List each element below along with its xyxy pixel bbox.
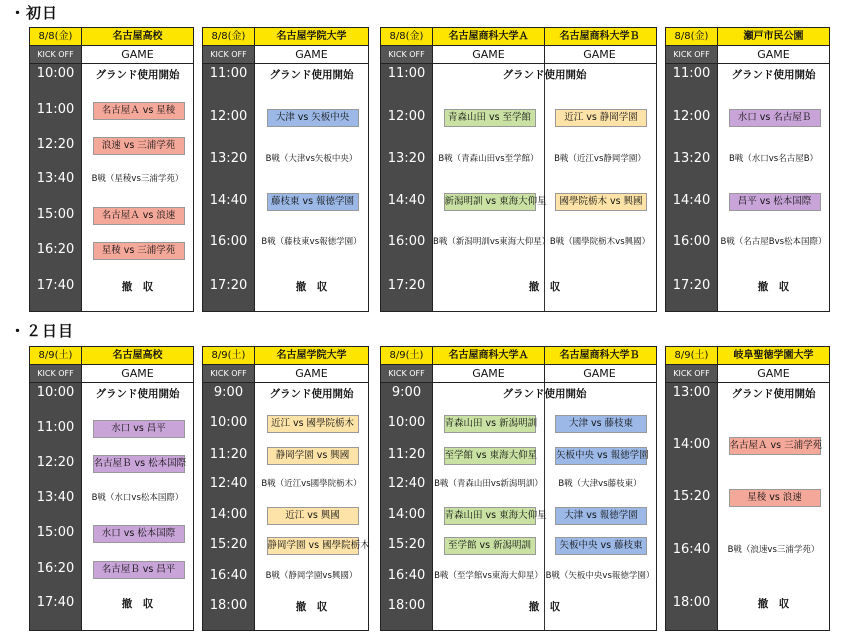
venue-divider: [544, 383, 545, 630]
match-chip: 水口 vs 昌平: [93, 420, 185, 438]
panel-subheader: [30, 365, 193, 383]
kickoff-time: 17:20: [387, 278, 426, 293]
match-chip: 名古屋Ｂ vs 昌平: [93, 561, 185, 579]
status-text: グランド使用開始: [502, 69, 587, 81]
match-chip: 浪速 vs 三浦学苑: [93, 137, 185, 155]
schedule-panel: [665, 346, 830, 631]
b-match-text: B戦（矢板中央vs報徳学園）: [545, 571, 655, 581]
panel-subheader: [30, 46, 193, 64]
match-chip: 名古屋Ｂ vs 松本国際: [93, 455, 185, 473]
day1-title: ・初日: [10, 4, 59, 22]
status-text: グランド使用開始: [269, 388, 354, 400]
kickoff-time: 14:00: [387, 507, 426, 522]
kickoff-time: 13:20: [672, 151, 711, 166]
panel-subheader: [666, 46, 829, 64]
date-label: 8/8(金): [381, 28, 433, 45]
status-text: グランド使用開始: [95, 69, 180, 81]
b-match-text: B戦（青森山田vs至学館）: [438, 154, 539, 164]
kickoff-column: [666, 383, 718, 630]
kickoff-time: 13:20: [387, 151, 426, 166]
schedule-panel: [665, 27, 830, 312]
kickoff-label: KICK OFF: [666, 46, 718, 63]
status-text: 撤 収: [528, 601, 561, 613]
date-label: 8/9(土): [381, 347, 433, 364]
kickoff-time: 12:40: [387, 476, 426, 491]
b-match-text: B戦（水口vs松本国際）: [91, 493, 184, 503]
kickoff-time: 11:00: [209, 66, 248, 81]
schedule-panel: [202, 27, 369, 312]
match-chip: 星稜 vs 三浦学苑: [93, 242, 185, 260]
match-chip: 名古屋Ａ vs 星稜: [93, 102, 185, 120]
venue-label: 名古屋商科大学Ａ: [448, 31, 529, 42]
match-chip: 大津 vs 矢板中央: [267, 109, 359, 127]
match-chip: 藤枝東 vs 報徳学園: [267, 193, 359, 211]
kickoff-time: 15:20: [209, 537, 248, 552]
game-label: GAME: [295, 367, 328, 380]
kickoff-label: KICK OFF: [203, 365, 255, 382]
game-label: GAME: [757, 48, 790, 61]
match-chip: 水口 vs 名古屋Ｂ: [729, 109, 821, 127]
game-label: GAME: [583, 48, 616, 61]
kickoff-column: [666, 64, 718, 311]
kickoff-time: 9:00: [391, 385, 422, 400]
kickoff-time: 12:00: [387, 109, 426, 124]
b-match-text: B戦（大津vs矢板中央）: [265, 154, 358, 164]
b-match-text: B戦（近江vs静岡学園）: [554, 154, 646, 164]
status-text: 撤 収: [295, 601, 328, 613]
match-chip: 矢板中央 vs 報徳学園: [555, 447, 647, 465]
match-chip: 名古屋Ａ vs 三浦学苑: [729, 437, 821, 455]
kickoff-time: 11:00: [672, 66, 711, 81]
kickoff-time: 14:00: [209, 507, 248, 522]
kickoff-time: 13:40: [36, 171, 75, 186]
panel-subheader: [203, 365, 368, 383]
status-text: 撤 収: [757, 598, 790, 610]
match-chip: 新潟明訓 vs 東海大仰星: [444, 193, 536, 211]
panel-subheader: [381, 46, 656, 64]
match-chip: 大津 vs 藤枝東: [555, 415, 647, 433]
panel-header: [666, 347, 829, 365]
match-chip: 至学館 vs 新潟明訓: [444, 537, 536, 555]
game-label: GAME: [121, 48, 154, 61]
schedule-panel: [202, 346, 369, 631]
b-match-text: B戦（至学館vs東海大仰星）: [434, 571, 543, 581]
kickoff-label: KICK OFF: [381, 46, 433, 63]
kickoff-label: KICK OFF: [30, 365, 82, 382]
kickoff-time: 10:00: [209, 415, 248, 430]
kickoff-time: 13:00: [672, 385, 711, 400]
kickoff-time: 14:40: [672, 193, 711, 208]
game-label: GAME: [121, 367, 154, 380]
kickoff-time: 16:40: [209, 568, 248, 583]
match-chip: 青森山田 vs 至学館: [444, 109, 536, 127]
panel-header: [30, 347, 193, 365]
date-label: 8/8(金): [666, 28, 718, 45]
venue-label: 名古屋高校: [112, 31, 163, 42]
kickoff-time: 11:00: [36, 420, 75, 435]
kickoff-label: KICK OFF: [203, 46, 255, 63]
schedule-panel: [380, 27, 657, 312]
kickoff-time: 16:00: [209, 234, 248, 249]
date-label: 8/8(金): [30, 28, 82, 45]
kickoff-time: 17:20: [672, 278, 711, 293]
date-label: 8/9(土): [203, 347, 255, 364]
game-label: GAME: [295, 48, 328, 61]
status-text: 撤 収: [121, 281, 154, 293]
kickoff-time: 9:00: [213, 385, 244, 400]
status-text: グランド使用開始: [269, 69, 354, 81]
game-label: GAME: [472, 367, 505, 380]
schedule-panel: [29, 346, 194, 631]
kickoff-time: 17:40: [36, 595, 75, 610]
panel-header: [30, 28, 193, 46]
kickoff-time: 17:20: [209, 278, 248, 293]
match-chip: 昌平 vs 松本国際: [729, 193, 821, 211]
kickoff-time: 14:00: [672, 437, 711, 452]
kickoff-time: 16:20: [36, 242, 75, 257]
venue-label: 岐阜聖徳学園大学: [733, 350, 814, 361]
kickoff-time: 12:20: [36, 455, 75, 470]
b-match-text: B戦（青森山田vs新潟明訓）: [434, 479, 543, 489]
kickoff-time: 17:40: [36, 278, 75, 293]
day2-title: ・２日目: [10, 322, 75, 340]
kickoff-time: 15:00: [36, 207, 75, 222]
kickoff-time: 11:00: [387, 66, 426, 81]
status-text: 撤 収: [528, 281, 561, 293]
match-chip: 近江 vs 静岡学園: [555, 109, 647, 127]
status-text: グランド使用開始: [731, 69, 816, 81]
date-label: 8/8(金): [203, 28, 255, 45]
venue-label: 名古屋学院大学: [276, 350, 347, 361]
b-match-text: B戦（静岡学園vs興國）: [265, 571, 358, 581]
kickoff-time: 18:00: [672, 595, 711, 610]
date-label: 8/9(土): [30, 347, 82, 364]
venue-label: 瀬戸市民公園: [743, 31, 804, 42]
status-text: 撤 収: [121, 598, 154, 610]
b-match-text: B戦（星稜vs三浦学苑）: [91, 174, 184, 184]
date-label: 8/9(土): [666, 347, 718, 364]
b-match-text: B戦（新潟明訓vs東海大仰星）: [433, 237, 551, 247]
status-text: 撤 収: [295, 281, 328, 293]
schedule-panel: [29, 27, 194, 312]
kickoff-label: KICK OFF: [666, 365, 718, 382]
match-chip: 矢板中央 vs 藤枝東: [555, 537, 647, 555]
match-chip: 青森山田 vs 新潟明訓: [444, 415, 536, 433]
kickoff-column: [381, 64, 433, 311]
kickoff-time: 14:40: [209, 193, 248, 208]
panel-subheader: [666, 365, 829, 383]
kickoff-column: [203, 64, 255, 311]
kickoff-time: 16:40: [387, 568, 426, 583]
kickoff-time: 15:00: [36, 525, 75, 540]
kickoff-time: 10:00: [36, 385, 75, 400]
venue-label: 名古屋高校: [112, 350, 163, 361]
b-match-text: B戦（浪速vs三浦学苑）: [727, 545, 820, 555]
b-match-text: B戦（國學院栃木vs興國）: [549, 237, 651, 247]
match-chip: 大津 vs 報徳学園: [555, 507, 647, 525]
kickoff-time: 10:00: [387, 415, 426, 430]
kickoff-time: 16:00: [387, 234, 426, 249]
b-match-text: B戦（近江vs國學院栃木）: [261, 479, 362, 489]
panel-header: [381, 347, 656, 365]
kickoff-time: 14:40: [387, 193, 426, 208]
kickoff-time: 18:00: [387, 598, 426, 613]
match-chip: 近江 vs 興國: [267, 507, 359, 525]
panel-header: [381, 28, 656, 46]
match-chip: 青森山田 vs 東海大仰星: [444, 507, 536, 525]
venue-label: 名古屋学院大学: [276, 31, 347, 42]
b-match-text: B戦（名古屋Bvs松本国際）: [720, 237, 827, 247]
panel-header: [203, 347, 368, 365]
match-chip: 至学館 vs 東海大仰星: [444, 447, 536, 465]
kickoff-time: 18:00: [209, 598, 248, 613]
match-chip: 静岡学園 vs 興國: [267, 447, 359, 465]
match-chip: 静岡学園 vs 國學院栃木: [267, 537, 359, 555]
venue-label: 名古屋商科大学Ｂ: [559, 31, 640, 42]
kickoff-time: 15:20: [387, 537, 426, 552]
panel-header: [203, 28, 368, 46]
kickoff-time: 13:40: [36, 490, 75, 505]
kickoff-time: 16:40: [672, 542, 711, 557]
match-chip: 近江 vs 國學院栃木: [267, 415, 359, 433]
status-text: グランド使用開始: [731, 388, 816, 400]
kickoff-time: 13:20: [209, 151, 248, 166]
kickoff-time: 16:00: [672, 234, 711, 249]
b-match-text: B戦（水口vs名古屋B）: [728, 154, 819, 164]
kickoff-time: 11:20: [209, 447, 248, 462]
kickoff-time: 11:00: [36, 102, 75, 117]
kickoff-time: 12:00: [672, 109, 711, 124]
kickoff-time: 16:20: [36, 561, 75, 576]
game-label: GAME: [472, 48, 505, 61]
subheader-divider: [544, 365, 545, 382]
kickoff-time: 12:40: [209, 476, 248, 491]
venue-divider: [544, 64, 545, 311]
venue-label: 名古屋商科大学Ｂ: [559, 350, 640, 361]
venue-label: 名古屋商科大学Ａ: [448, 350, 529, 361]
schedule-panel: [380, 346, 657, 631]
kickoff-label: KICK OFF: [30, 46, 82, 63]
match-chip: 星稜 vs 浪速: [729, 489, 821, 507]
match-chip: 水口 vs 松本国際: [93, 525, 185, 543]
match-chip: 名古屋Ａ vs 浪速: [93, 207, 185, 225]
match-chip: 國學院栃木 vs 興國: [555, 193, 647, 211]
kickoff-time: 12:20: [36, 137, 75, 152]
status-text: グランド使用開始: [95, 388, 180, 400]
kickoff-time: 11:20: [387, 447, 426, 462]
panel-subheader: [203, 46, 368, 64]
panel-header: [666, 28, 829, 46]
kickoff-time: 12:00: [209, 109, 248, 124]
status-text: 撤 収: [757, 281, 790, 293]
game-label: GAME: [583, 367, 616, 380]
b-match-text: B戦（藤枝東vs報徳学園）: [261, 237, 362, 247]
status-text: グランド使用開始: [502, 388, 587, 400]
kickoff-time: 15:20: [672, 489, 711, 504]
kickoff-label: KICK OFF: [381, 365, 433, 382]
game-label: GAME: [757, 367, 790, 380]
kickoff-time: 10:00: [36, 66, 75, 81]
subheader-divider: [544, 46, 545, 63]
panel-subheader: [381, 365, 656, 383]
b-match-text: B戦（大津vs藤枝東）: [558, 479, 642, 489]
